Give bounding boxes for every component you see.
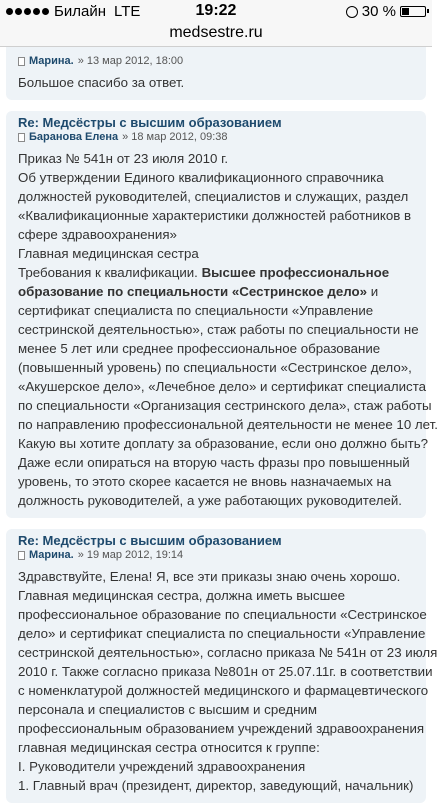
post-text-line: Главная медицинская сестра xyxy=(18,246,199,261)
post-author-link[interactable]: Марина. xyxy=(29,549,74,561)
post-text-line: I. Руководители учреждений здравоохранения xyxy=(18,759,306,774)
post-text-line: профессиональным образованием учреждений здравоохранения xyxy=(18,721,425,736)
post-text-line: Большое спасибо за ответ. xyxy=(18,75,185,90)
text-run-bold: Высшее профессиональное xyxy=(201,265,390,280)
post-meta xyxy=(18,55,414,67)
post-text-line: должность руководителей, а уже работающих руководителей. xyxy=(18,493,402,508)
battery-icon xyxy=(400,6,426,17)
post-text-line: по направлению профессиональной деятельности не менее 10 лет. xyxy=(18,417,438,432)
status-right xyxy=(346,3,426,20)
post-text-line: Об утверждении Единого квалификационного справочника xyxy=(18,170,384,185)
post-date: » 13 мар 2012, 18:00 xyxy=(77,55,184,67)
post-title-link[interactable]: Re: Медсёстры с высшим образованием xyxy=(18,533,282,548)
post-text-line: профессиональное образование по специальности «Сестринское xyxy=(18,607,427,622)
forum-post xyxy=(6,111,438,518)
status-bar xyxy=(0,0,432,22)
status-time: 19:22 xyxy=(195,2,237,19)
post-text-line: Главная медицинская сестра, должна иметь высшее xyxy=(18,588,346,603)
post-author-link[interactable]: Марина. xyxy=(29,55,74,67)
post-text-line: с номенклатурой должностей медицинского и фармацевтического xyxy=(18,683,429,698)
post-text-line: Даже если опираться на вторую часть фразы про повышенный xyxy=(18,455,410,470)
post-body xyxy=(18,73,414,92)
post-text-line: сестринской деятельностью», согласно приказа № 541н от 23 июля xyxy=(18,645,438,660)
post-text-line: сестринской деятельностью», стаж работы по специальности не xyxy=(18,322,419,337)
post-icon xyxy=(18,57,25,66)
post-text-line xyxy=(18,263,414,282)
post-text-line: «Акушерское дело», «Лечебное дело» и сертификат специалиста xyxy=(18,379,427,394)
post-text-line: персонала и специалистов с высшим и средним xyxy=(18,702,317,717)
url-text: medsestre.ru xyxy=(169,24,263,41)
post-meta xyxy=(18,549,414,561)
post-date: » 19 мар 2012, 19:14 xyxy=(77,549,184,561)
post-text-line: сфере здравоохранения» xyxy=(18,227,177,242)
post-text-line: Приказ № 541н от 23 июля 2010 г. xyxy=(18,151,229,166)
battery-percent: 30 % xyxy=(361,3,396,20)
post-icon xyxy=(18,133,25,142)
network-type: LTE xyxy=(113,3,141,20)
post-text-line: «Квалификационные характеристики должностей работников в xyxy=(18,208,412,223)
post-text-line: менее 5 лет или среднее профессиональное образование xyxy=(18,341,381,356)
post-text-line: уровень, то этото скорее касается не вновь назначаемых на xyxy=(18,474,392,489)
forum-post xyxy=(6,47,426,100)
post-text-line: 1. Главный врач (президент, директор, заведующий, начальник) xyxy=(18,778,414,793)
post-text-line: 2010 г. Также согласно приказа №801н от 25.07.11г. в соответствии xyxy=(18,664,433,679)
post-text-line: по специальности «Организация сестринского дела», стаж работы xyxy=(18,398,432,413)
address-bar[interactable] xyxy=(0,22,432,47)
post-text-line xyxy=(18,282,414,301)
post-text-line: должностей руководителей, специалистов и служащих, раздел xyxy=(18,189,409,204)
post-title-link[interactable]: Re: Медсёстры с высшим образованием xyxy=(18,115,282,130)
text-run: Требования к квалификации. xyxy=(18,265,202,280)
post-text-line: сертификат специалиста по специальности «Управление xyxy=(18,303,374,318)
text-run: и xyxy=(367,284,379,299)
post-text-line: Какую вы хотите доплату за образование, если оно должно быть? xyxy=(18,436,429,451)
forum-post xyxy=(6,529,438,803)
post-author-link[interactable]: Баранова Елена xyxy=(29,131,119,143)
forum-thread xyxy=(0,47,438,793)
post-date: » 18 мар 2012, 09:38 xyxy=(122,131,228,143)
post-meta xyxy=(18,131,414,143)
carrier-name: Билайн xyxy=(54,3,106,20)
post-body xyxy=(18,567,438,795)
post-body xyxy=(18,149,438,510)
post-text-line: (повышенный уровень) по специальности «Сестринское дело», xyxy=(18,360,412,375)
post-text-line: дело» и сертификат специалиста по специальности «Управление xyxy=(18,626,426,641)
text-run-bold: образование по специальности «Сестринское дело» xyxy=(18,284,368,299)
post-text-line: главная медицинская сестра относится к группе: xyxy=(18,740,320,755)
post-icon xyxy=(18,551,25,560)
post-text-line: Здравствуйте, Елена! Я, все эти приказы знаю очень хорошо. xyxy=(18,569,401,584)
orientation-lock-icon xyxy=(346,6,358,18)
